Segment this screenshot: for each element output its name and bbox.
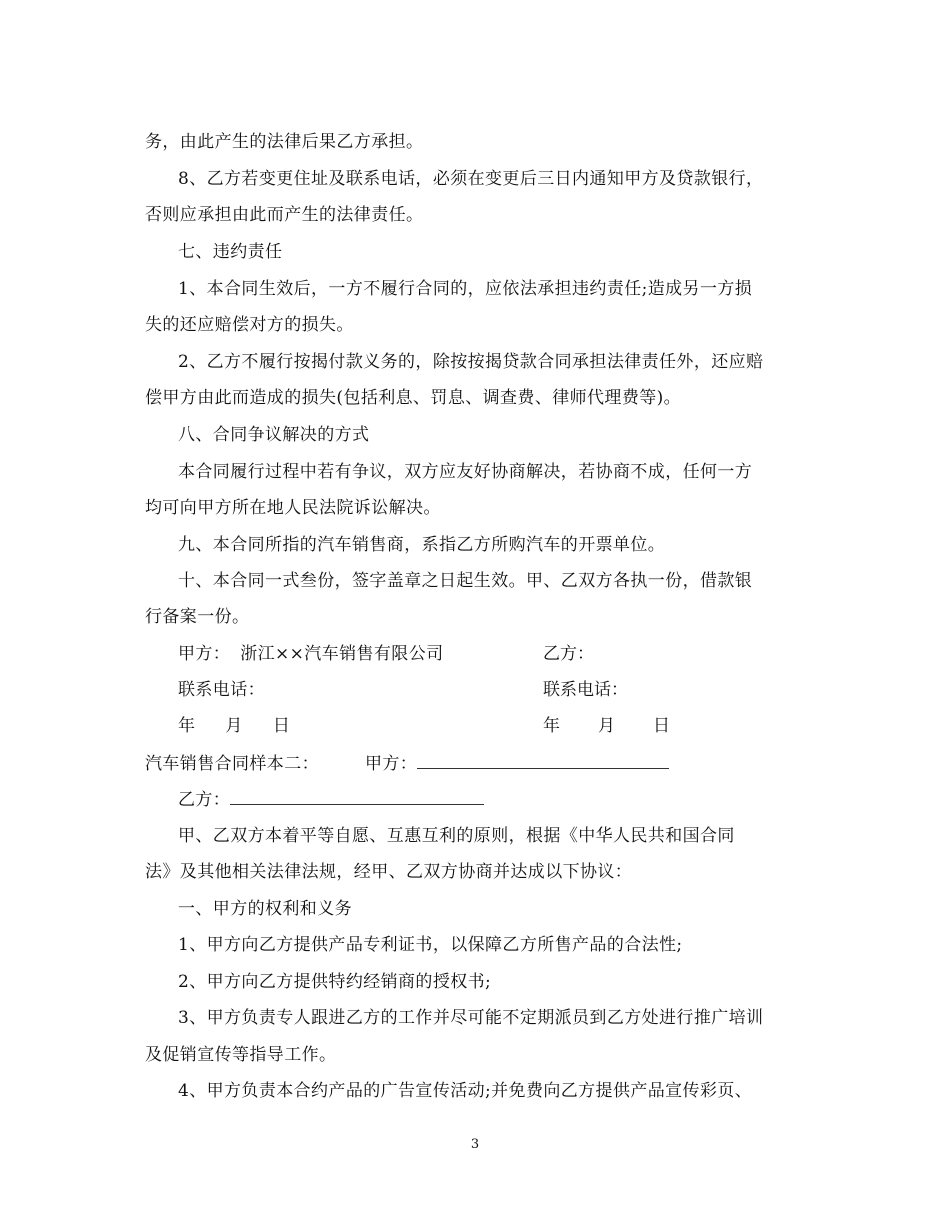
date-month: 月 <box>225 716 243 736</box>
paragraph-line: 2、乙方不履行按揭付款义务的，除按按揭贷款合同承担法律责任外，还应赔 <box>178 352 764 372</box>
paragraph-line: 九、本合同所指的汽车销售商，系指乙方所购汽车的开票单位。 <box>178 535 666 555</box>
party-b-label: 乙方： <box>543 644 594 664</box>
section-heading: 一、甲方的权利和义务 <box>178 899 352 919</box>
party-b-blank-line <box>230 788 484 805</box>
paragraph-line: 务，由此产生的法律后果乙方承担。 <box>145 132 424 152</box>
sample2-party-b <box>178 788 484 811</box>
paragraph-line: 甲、乙双方本着平等自愿、互惠互利的原则，根据《中华人民共和国合同 <box>178 826 735 846</box>
paragraph-line: 行备案一份。 <box>145 607 250 627</box>
date-year: 年 <box>543 716 560 736</box>
sample2-party-b-label: 乙方： <box>178 790 231 810</box>
paragraph-line: 法》及其他相关法律法规，经甲、乙双方协商并达成以下协议： <box>145 862 633 882</box>
date-day: 日 <box>653 716 670 736</box>
page-number: 3 <box>470 1137 480 1152</box>
date-month: 月 <box>598 716 615 736</box>
paragraph-line: 1、甲方向乙方提供产品专利证书，以保障乙方所售产品的合法性; <box>178 935 683 955</box>
paragraph-line: 1、本合同生效后，一方不履行合同的，应依法承担违约责任;造成另一方损 <box>178 279 753 299</box>
paragraph-line: 4、甲方负责本合约产品的广告宣传活动;并免费向乙方提供产品宣传彩页、 <box>178 1081 753 1101</box>
paragraph-line: 8、乙方若变更住址及联系电话，必须在变更后三日内通知甲方及贷款银行， <box>178 169 764 189</box>
paragraph-line: 否则应承担由此而产生的法律责任。 <box>145 205 424 225</box>
party-a-blank-line <box>417 752 669 769</box>
sample2-title: 汽车销售合同样本二： <box>145 754 319 774</box>
section-heading: 八、合同争议解决的方式 <box>178 425 370 445</box>
party-a-date <box>178 715 290 737</box>
paragraph-line: 十、本合同一式叁份，签字盖章之日起生效。甲、乙双方各执一份，借款银 <box>178 571 753 591</box>
party-a-signature <box>178 643 444 665</box>
paragraph-line: 失的还应赔偿对方的损失。 <box>145 315 354 335</box>
party-a-phone: 联系电话： <box>178 680 265 700</box>
party-a-name: 浙江××汽车销售有限公司 <box>240 644 444 664</box>
paragraph-line: 2、甲方向乙方提供特约经销商的授权书; <box>178 972 492 992</box>
party-a-label: 甲方： <box>178 644 231 664</box>
paragraph-line: 均可向甲方所在地人民法院诉讼解决。 <box>145 498 441 518</box>
paragraph-line: 偿甲方由此而造成的损失(包括利息、罚息、调查费、律师代理费等)。 <box>145 388 682 408</box>
date-year: 年 <box>178 716 196 736</box>
paragraph-line: 本合同履行过程中若有争议，双方应友好协商解决，若协商不成，任何一方 <box>178 462 753 482</box>
party-b-date <box>543 715 670 737</box>
date-day: 日 <box>272 716 291 736</box>
party-b-phone: 联系电话： <box>543 680 628 700</box>
sample2-party-a-label: 甲方： <box>365 754 418 774</box>
sample2-header <box>145 752 669 775</box>
paragraph-line: 3、甲方负责专人跟进乙方的工作并尽可能不定期派员到乙方处进行推广培训 <box>178 1008 764 1028</box>
section-heading: 七、违约责任 <box>178 242 283 262</box>
paragraph-line: 及促销宣传等指导工作。 <box>145 1045 337 1065</box>
